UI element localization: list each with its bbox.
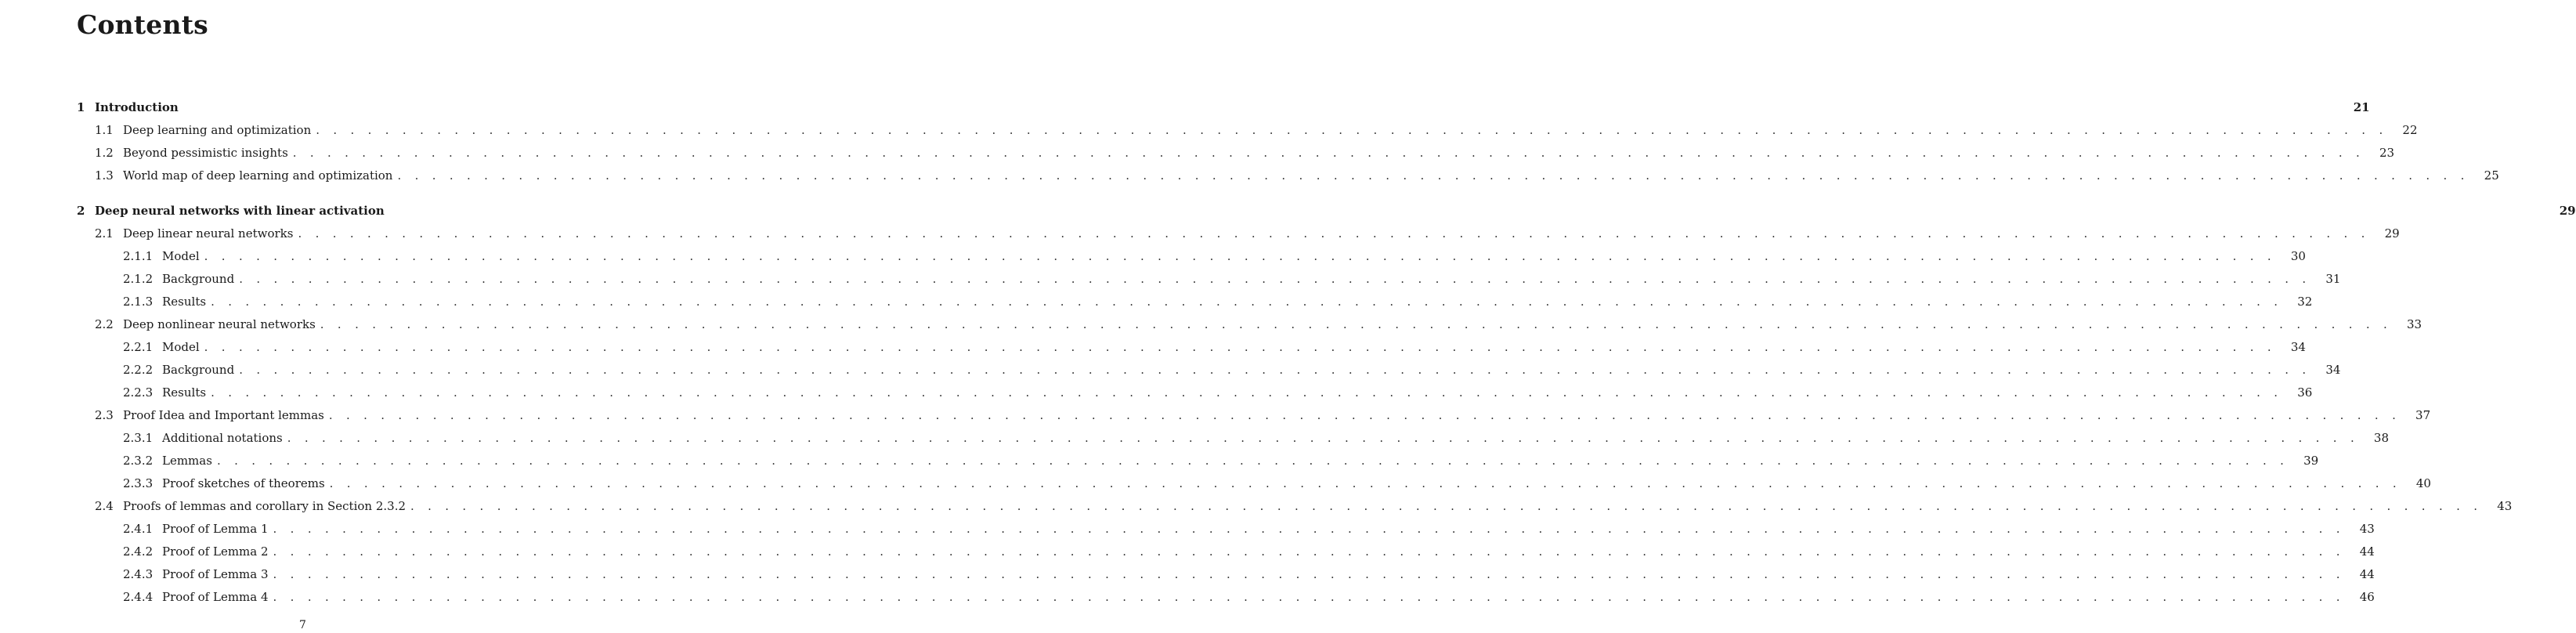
toc-entry-number: 2 bbox=[77, 204, 85, 218]
toc-entry-page: 22 bbox=[2402, 123, 2418, 137]
dot-leader: . . . . . . . . . . . . . . . . . . . . . . . . . . . . . . . . . . . . . . . . . . . . . . . . . . . . . . . . . . . . . . . . . . . . . . . . . . . . . . . . . . . . . . . . . . . . . . . . . . . . . . . . . . . . . . . . . . . . . . . . bbox=[298, 226, 2370, 241]
toc-entry-number: 1.2 bbox=[95, 146, 114, 160]
toc-entry-subsection[interactable] bbox=[77, 563, 2375, 586]
toc-entry-section[interactable] bbox=[77, 165, 2499, 187]
toc-entry-number: 2.1.1 bbox=[123, 249, 154, 263]
toc-entry-chapter[interactable] bbox=[77, 199, 2576, 222]
toc-entry-section[interactable] bbox=[77, 404, 2431, 427]
toc-entry-page: 23 bbox=[2379, 146, 2395, 160]
toc-entry-section[interactable] bbox=[77, 495, 2513, 518]
toc-entry-page: 43 bbox=[2359, 522, 2375, 536]
dot-leader: . . . . . . . . . . . . . . . . . . . . . . . . . . . . . . . . . . . . . . . . . . . . . . . . . . . . . . . . . . . . . . . . . . . . . . . . . . . . . . . . . . . . . . . . . . . . . . . . . . . . . . . . . . . . . . . . . . . . . . . . bbox=[316, 123, 2388, 137]
toc-entry-subsection[interactable] bbox=[77, 541, 2375, 563]
toc-entry-number: 2.1.2 bbox=[123, 272, 154, 286]
dot-leader: . . . . . . . . . . . . . . . . . . . . . . . . . . . . . . . . . . . . . . . . . . . . . . . . . . . . . . . . . . . . . . . . . . . . . . . . . . . . . . . . . . . . . . . . . . . . . . . . . . . . . . . . . . . . . . . . . . . . . . . . bbox=[292, 146, 2365, 160]
toc-entry-page: 31 bbox=[2325, 272, 2341, 286]
toc-entry-subsection[interactable] bbox=[77, 518, 2375, 541]
dot-leader: . . . . . . . . . . . . . . . . . . . . . . . . . . . . . . . . . . . . . . . . . . . . . . . . . . . . . . . . . . . . . . . . . . . . . . . . . . . . . . . . . . . . . . . . . . . . . . . . . . . . . . . . . . . . . . . . . . . . . . . . bbox=[410, 499, 2483, 513]
toc-entry-page: 29 bbox=[2559, 204, 2576, 218]
toc-entry-page: 44 bbox=[2359, 544, 2375, 559]
toc-entry-number: 2.1 bbox=[95, 226, 114, 241]
toc-entry-page: 25 bbox=[2484, 168, 2499, 183]
dot-leader: . . . . . . . . . . . . . . . . . . . . . . . . . . . . . . . . . . . . . . . . . . . . . . . . . . . . . . . . . . . . . . . . . . . . . . . . . . . . . . . . . . . . . . . . . . . . . . . . . . . . . . . . . . . . . . . . . . . . . . . . bbox=[273, 544, 2345, 559]
toc-entry-subsection[interactable] bbox=[77, 359, 2341, 382]
dot-leader: . . . . . . . . . . . . . . . . . . . . . . . . . . . . . . . . . . . . . . . . . . . . . . . . . . . . . . . . . . . . . . . . . . . . . . . . . . . . . . . . . . . . . . . . . . . . . . . . . . . . . . . . . . . . . . . . . . . . . . . . bbox=[239, 363, 2311, 377]
dot-leader: . . . . . . . . . . . . . . . . . . . . . . . . . . . . . . . . . . . . . . . . . . . . . . . . . . . . . . . . . . . . . . . . . . . . . . . . . . . . . . . . . . . . . . . . . . . . . . . . . . . . . . . . . . . . . . . . . . . . . . . . bbox=[204, 340, 2276, 354]
table-of-contents bbox=[77, 96, 2576, 609]
toc-entry-page: 43 bbox=[2497, 499, 2513, 513]
toc-entry-subsection[interactable] bbox=[77, 268, 2341, 291]
toc-entry-page: 34 bbox=[2290, 340, 2306, 354]
toc-entry-subsection[interactable] bbox=[77, 336, 2306, 359]
toc-entry-page: 34 bbox=[2325, 363, 2341, 377]
toc-entry-page: 38 bbox=[2373, 431, 2390, 445]
toc-entry-number: 2.4.2 bbox=[123, 544, 154, 559]
toc-entry-title: Results bbox=[162, 385, 207, 400]
page-number: 7 bbox=[299, 619, 306, 631]
toc-entry-number: 2.2.3 bbox=[123, 385, 154, 400]
dot-leader: . . . . . . . . . . . . . . . . . . . . . . . . . . . . . . . . . . . . . . . . . . . . . . . . . . . . . . . . . . . . . . . . . . . . . . . . . . . . . . . . . . . . . . . . . . . . . . . . . . . . . . . . . . . . . . . . . . . . . . . . bbox=[204, 249, 2276, 263]
toc-entry-page: 36 bbox=[2297, 385, 2313, 400]
dot-leader: . . . . . . . . . . . . . . . . . . . . . . . . . . . . . . . . . . . . . . . . . . . . . . . . . . . . . . . . . . . . . . . . . . . . . . . . . . . . . . . . . . . . . . . . . . . . . . . . . . . . . . . . . . . . . . . . . . . . . . . . bbox=[239, 272, 2311, 286]
toc-entry-page: 32 bbox=[2297, 295, 2313, 309]
dot-leader: . . . . . . . . . . . . . . . . . . . . . . . . . . . . . . . . . . . . . . . . . . . . . . . . . . . . . . . . . . . . . . . . . . . . . . . . . . . . . . . . . . . . . . . . . . . . . . . . . . . . . . . . . . . . . . . . . . . . . . . . bbox=[328, 408, 2401, 422]
toc-entry-page: 33 bbox=[2406, 317, 2422, 331]
toc-entry-subsection[interactable] bbox=[77, 382, 2313, 404]
toc-entry-subsection[interactable] bbox=[77, 450, 2319, 472]
toc-entry-number: 1.3 bbox=[95, 168, 114, 183]
toc-entry-number: 2.2.2 bbox=[123, 363, 154, 377]
toc-entry-page: 44 bbox=[2359, 567, 2375, 581]
toc-entry-page: 40 bbox=[2415, 476, 2431, 490]
toc-entry-number: 2.4.1 bbox=[123, 522, 154, 536]
toc-entry-number: 2.3.2 bbox=[123, 454, 154, 468]
toc-entry-section[interactable] bbox=[77, 119, 2418, 142]
toc-entry-number: 1 bbox=[77, 100, 85, 114]
dot-leader: . . . . . . . . . . . . . . . . . . . . . . . . . . . . . . . . . . . . . . . . . . . . . . . . . . . . . . . . . . . . . . . . . . . . . . . . . . . . . . . . . . . . . . . . . . . . . . . . . . . . . . . . . . . . . . . . . . . . . . . . bbox=[216, 454, 2289, 468]
toc-entry-number: 2.2 bbox=[95, 317, 114, 331]
toc-entry-title: Proofs of lemmas and corollary in Section 2.3.2 bbox=[123, 499, 406, 513]
toc-entry-subsection[interactable] bbox=[77, 245, 2306, 268]
toc-entry-page: 21 bbox=[2353, 100, 2370, 114]
toc-entry-page: 37 bbox=[2415, 408, 2431, 422]
toc-entry-title: Proof of Lemma 4 bbox=[162, 590, 269, 604]
toc-entry-page: 46 bbox=[2359, 590, 2375, 604]
toc-entry-section[interactable] bbox=[77, 313, 2422, 336]
toc-entry-subsection[interactable] bbox=[77, 427, 2390, 450]
toc-entry-subsection[interactable] bbox=[77, 586, 2375, 609]
dot-leader: . . . . . . . . . . . . . . . . . . . . . . . . . . . . . . . . . . . . . . . . . . . . . . . . . . . . . . . . . . . . . . . . . . . . . . . . . . . . . . . . . . . . . . . . . . . . . . . . . . . . . . . . . . . . . . . . . . . . . . . . bbox=[211, 385, 2283, 400]
toc-entry-title: World map of deep learning and optimization bbox=[123, 168, 393, 183]
toc-entry-title: Deep nonlinear neural networks bbox=[123, 317, 316, 331]
dot-leader: . . . . . . . . . . . . . . . . . . . . . . . . . . . . . . . . . . . . . . . . . . . . . . . . . . . . . . . . . . . . . . . . . . . . . . . . . . . . . . . . . . . . . . . . . . . . . . . . . . . . . . . . . . . . . . . . . . . . . . . . bbox=[287, 431, 2360, 445]
toc-entry-title: Lemmas bbox=[162, 454, 212, 468]
toc-entry-subsection[interactable] bbox=[77, 291, 2313, 313]
toc-entry-title: Background bbox=[162, 363, 235, 377]
dot-leader: . . . . . . . . . . . . . . . . . . . . . . . . . . . . . . . . . . . . . . . . . . . . . . . . . . . . . . . . . . . . . . . . . . . . . . . . . . . . . . . . . . . . . . . . . . . . . . . . . . . . . . . . . . . . . . . . . . . . . . . . bbox=[320, 317, 2393, 331]
toc-entry-page: 39 bbox=[2303, 454, 2319, 468]
toc-entry-title: Deep learning and optimization bbox=[123, 123, 312, 137]
toc-entry-title: Proof of Lemma 2 bbox=[162, 544, 269, 559]
toc-entry-number: 1.1 bbox=[95, 123, 114, 137]
toc-entry-number: 2.3.1 bbox=[123, 431, 154, 445]
toc-entry-title: Proof sketches of theorems bbox=[162, 476, 325, 490]
toc-entry-title: Proof Idea and Important lemmas bbox=[123, 408, 324, 422]
toc-entry-number: 2.3.3 bbox=[123, 476, 154, 490]
dot-leader: . . . . . . . . . . . . . . . . . . . . . . . . . . . . . . . . . . . . . . . . . . . . . . . . . . . . . . . . . . . . . . . . . . . . . . . . . . . . . . . . . . . . . . . . . . . . . . . . . . . . . . . . . . . . . . . . . . . . . . . . bbox=[211, 295, 2283, 309]
page-title: Contents bbox=[77, 9, 208, 40]
dot-leader: . . . . . . . . . . . . . . . . . . . . . . . . . . . . . . . . . . . . . . . . . . . . . . . . . . . . . . . . . . . . . . . . . . . . . . . . . . . . . . . . . . . . . . . . . . . . . . . . . . . . . . . . . . . . . . . . . . . . . . . . bbox=[397, 168, 2469, 183]
dot-leader: . . . . . . . . . . . . . . . . . . . . . . . . . . . . . . . . . . . . . . . . . . . . . . . . . . . . . . . . . . . . . . . . . . . . . . . . . . . . . . . . . . . . . . . . . . . . . . . . . . . . . . . . . . . . . . . . . . . . . . . . bbox=[273, 567, 2345, 581]
dot-leader: . . . . . . . . . . . . . . . . . . . . . . . . . . . . . . . . . . . . . . . . . . . . . . . . . . . . . . . . . . . . . . . . . . . . . . . . . . . . . . . . . . . . . . . . . . . . . . . . . . . . . . . . . . . . . . . . . . . . . . . . bbox=[273, 522, 2345, 536]
toc-entry-title: Deep linear neural networks bbox=[123, 226, 294, 241]
toc-entry-title: Deep neural networks with linear activation bbox=[95, 204, 385, 218]
toc-entry-number: 2.4.4 bbox=[123, 590, 154, 604]
toc-entry-page: 30 bbox=[2290, 249, 2306, 263]
toc-entry-number: 2.2.1 bbox=[123, 340, 154, 354]
toc-entry-section[interactable] bbox=[77, 142, 2395, 165]
toc-entry-title: Results bbox=[162, 295, 207, 309]
dot-leader: . . . . . . . . . . . . . . . . . . . . . . . . . . . . . . . . . . . . . . . . . . . . . . . . . . . . . . . . . . . . . . . . . . . . . . . . . . . . . . . . . . . . . . . . . . . . . . . . . . . . . . . . . . . . . . . . . . . . . . . . bbox=[329, 476, 2401, 490]
toc-entry-number: 2.1.3 bbox=[123, 295, 154, 309]
toc-entry-number: 2.4.3 bbox=[123, 567, 154, 581]
toc-entry-page: 29 bbox=[2384, 226, 2400, 241]
toc-entry-title: Introduction bbox=[95, 100, 179, 114]
toc-entry-number: 2.4 bbox=[95, 499, 114, 513]
toc-entry-title: Additional notations bbox=[162, 431, 283, 445]
toc-entry-title: Beyond pessimistic insights bbox=[123, 146, 288, 160]
toc-entry-title: Model bbox=[162, 340, 200, 354]
toc-entry-section[interactable] bbox=[77, 222, 2400, 245]
toc-entry-chapter[interactable] bbox=[77, 96, 2370, 119]
toc-entry-title: Proof of Lemma 1 bbox=[162, 522, 269, 536]
toc-entry-title: Model bbox=[162, 249, 200, 263]
toc-entry-title: Background bbox=[162, 272, 235, 286]
toc-entry-subsection[interactable] bbox=[77, 472, 2431, 495]
dot-leader: . . . . . . . . . . . . . . . . . . . . . . . . . . . . . . . . . . . . . . . . . . . . . . . . . . . . . . . . . . . . . . . . . . . . . . . . . . . . . . . . . . . . . . . . . . . . . . . . . . . . . . . . . . . . . . . . . . . . . . . . bbox=[273, 590, 2345, 604]
toc-entry-number: 2.3 bbox=[95, 408, 114, 422]
toc-entry-title: Proof of Lemma 3 bbox=[162, 567, 269, 581]
